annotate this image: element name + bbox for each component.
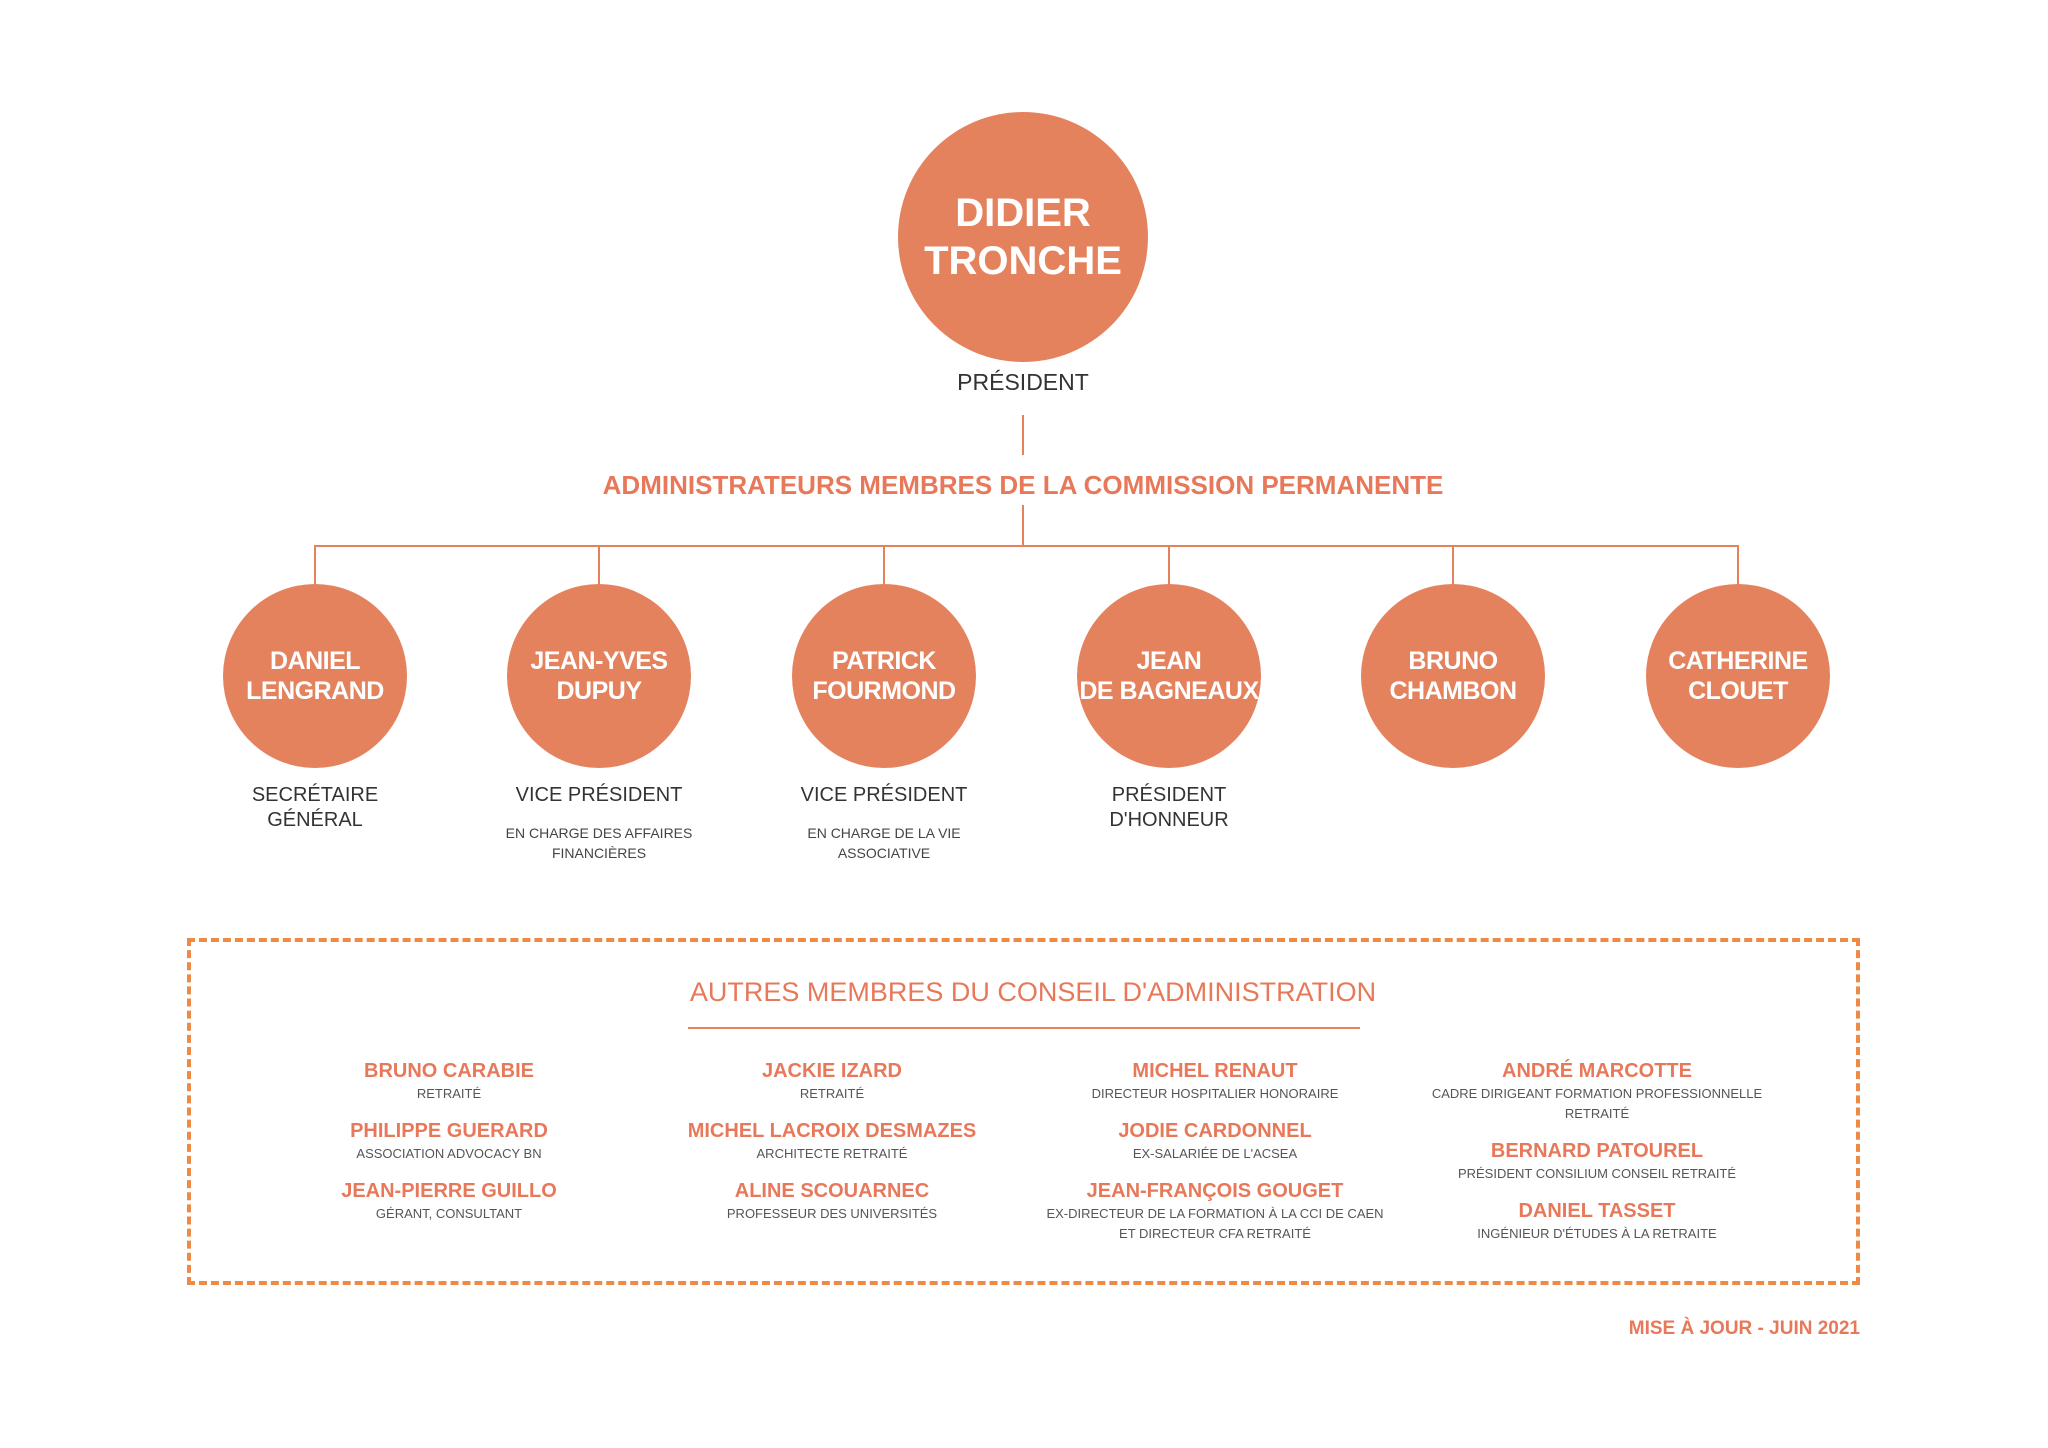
member-name-line2: FOURMOND (812, 677, 956, 705)
members-column (612, 1058, 1052, 1238)
update-date: MISE À JOUR - JUIN 2021 (1628, 1318, 1860, 1339)
president-role: PRÉSIDENT (957, 369, 1089, 395)
list-item (229, 1058, 669, 1104)
member-role-line1: PRÉSIDENT (1111, 784, 1227, 806)
list-item (995, 1118, 1435, 1164)
member-name-line2: LENGRAND (246, 677, 384, 705)
member-name: JEAN-PIERRE GUILLO (341, 1180, 557, 1202)
member-desc: EX-DIRECTEUR DE LA FORMATION À LA CCI DE CAEN (1046, 1206, 1384, 1221)
list-item (229, 1178, 669, 1224)
members-column (229, 1058, 669, 1238)
member-role (252, 783, 378, 833)
member-desc-line2: FINANCIÈRES (551, 845, 647, 861)
list-item (612, 1178, 1052, 1224)
member-name-line1: CATHERINE (1668, 647, 1808, 675)
member-name: MICHEL LACROIX DESMAZES (687, 1120, 977, 1142)
list-item (1377, 1138, 1817, 1184)
list-item (1377, 1198, 1817, 1244)
list-item (995, 1178, 1435, 1244)
member-desc: ARCHITECTE RETRAITÉ (756, 1146, 908, 1161)
member-node (792, 584, 976, 768)
member-desc: ET DIRECTEUR CFA RETRAITÉ (1119, 1226, 1311, 1241)
member-name-line1: BRUNO (1408, 647, 1498, 675)
member-role-line2: D'HONNEUR (1109, 809, 1229, 831)
heading-underline (688, 1027, 1360, 1029)
commission-heading: ADMINISTRATEURS MEMBRES DE LA COMMISSION PERMANENTE (602, 470, 1444, 500)
member-name-line1: PATRICK (832, 647, 936, 675)
member-name: BRUNO CARABIE (364, 1060, 534, 1082)
connector-line (314, 546, 316, 586)
member-desc-line1: EN CHARGE DE LA VIE (807, 825, 961, 841)
members-column (995, 1058, 1435, 1258)
member-name: PHILIPPE GUERARD (350, 1120, 548, 1142)
member-role (516, 783, 683, 808)
member-name: BERNARD PATOUREL (1490, 1140, 1704, 1162)
list-item (1377, 1058, 1817, 1124)
member-role-desc (807, 823, 960, 863)
connector-line (1022, 415, 1024, 455)
member-name: DANIEL TASSET (1518, 1200, 1676, 1222)
member-role-line1: SECRÉTAIRE (251, 784, 379, 806)
connector-line (883, 546, 885, 586)
president-node (898, 112, 1148, 362)
member-name-line2: CHAMBON (1389, 677, 1517, 705)
member-desc: RETRAITÉ (799, 1086, 865, 1101)
member-name: MICHEL RENAUT (1132, 1060, 1298, 1082)
member-desc: DIRECTEUR HOSPITALIER HONORAIRE (1091, 1086, 1339, 1101)
member-node (223, 584, 407, 768)
member-role (801, 783, 968, 808)
member-name: JODIE CARDONNEL (1118, 1120, 1312, 1142)
members-column (1377, 1058, 1817, 1258)
member-role-line1: VICE PRÉSIDENT (800, 784, 968, 806)
others-heading: AUTRES MEMBRES DU CONSEIL D'ADMINISTRATION (689, 977, 1377, 1007)
list-item (229, 1118, 669, 1164)
president-name-line1: DIDIER (955, 191, 1091, 235)
member-name-line1: JEAN-YVES (530, 647, 668, 675)
member-desc: PRÉSIDENT CONSILIUM CONSEIL RETRAITÉ (1457, 1166, 1737, 1181)
member-desc: EX-SALARIÉE DE L'ACSEA (1132, 1146, 1298, 1161)
member-node (1646, 584, 1830, 768)
member-name: ANDRÉ MARCOTTE (1502, 1060, 1692, 1082)
member-node (1361, 584, 1545, 768)
president-name-line2: TRONCHE (924, 239, 1122, 283)
member-desc: CADRE DIRIGEANT FORMATION PROFESSIONNELLE (1431, 1086, 1763, 1101)
connector-line (1022, 505, 1024, 546)
member-name-line1: DANIEL (269, 647, 361, 675)
connector-line (1737, 546, 1739, 586)
member-desc: INGÉNIEUR D'ÉTUDES À LA RETRAITE (1477, 1226, 1717, 1241)
list-item (612, 1058, 1052, 1104)
member-name: JEAN-FRANÇOIS GOUGET (1086, 1180, 1344, 1202)
member-name-line2: DE BAGNEAUX (1079, 677, 1259, 705)
connector-line (1168, 546, 1170, 586)
member-desc: RETRAITÉ (1564, 1106, 1630, 1121)
member-node (1077, 584, 1261, 768)
member-desc-line2: ASSOCIATIVE (837, 845, 931, 861)
member-desc: PROFESSEUR DES UNIVERSITÉS (726, 1206, 938, 1221)
list-item (995, 1058, 1435, 1104)
list-item (612, 1118, 1052, 1164)
member-node (507, 584, 691, 768)
member-desc: RETRAITÉ (416, 1086, 482, 1101)
member-desc: ASSOCIATION ADVOCACY BN (356, 1146, 542, 1161)
member-name-line2: DUPUY (556, 677, 642, 705)
member-name: JACKIE IZARD (761, 1060, 902, 1082)
member-name: ALINE SCOUARNEC (734, 1180, 930, 1202)
connector-line (598, 546, 600, 586)
connector-bar (314, 545, 1739, 547)
member-desc-line1: EN CHARGE DES AFFAIRES (505, 825, 693, 841)
member-role-desc (506, 823, 693, 863)
member-name-line1: JEAN (1136, 647, 1202, 675)
member-role-line2: GÉNÉRAL (267, 809, 363, 831)
member-role (1109, 783, 1228, 833)
member-desc: GÉRANT, CONSULTANT (375, 1206, 523, 1221)
connector-line (1452, 546, 1454, 586)
member-role-line1: VICE PRÉSIDENT (515, 784, 683, 806)
member-name-line2: CLOUET (1688, 677, 1788, 705)
